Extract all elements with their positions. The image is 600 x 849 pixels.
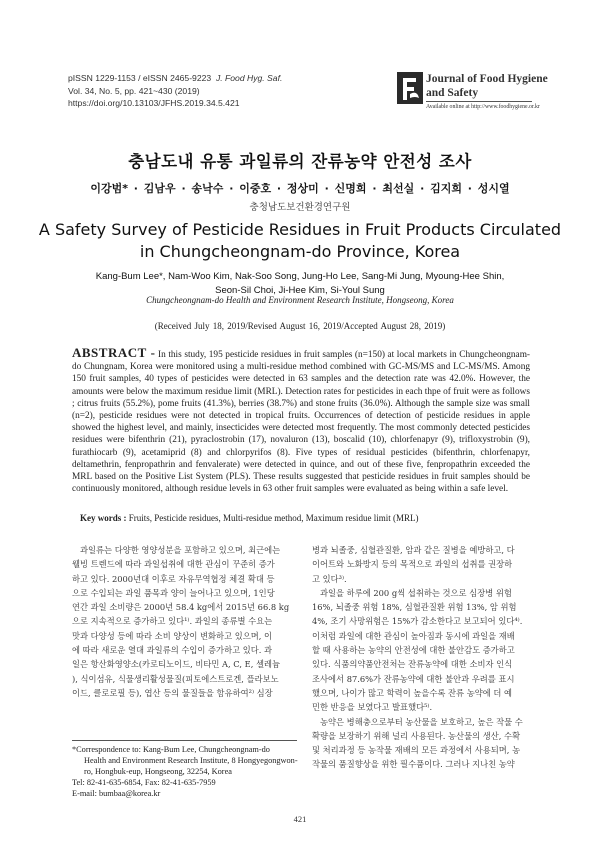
footnote-line: *Correspondence to: Kang-Bum Lee, Chungcheongnam-do (72, 745, 270, 754)
body-line: 있다. 식품의약품안전처는 잔류농약에 대한 소비자 인식 (312, 659, 513, 670)
keywords (80, 513, 530, 523)
body-line: 농약은 병해충으로부터 농산물을 보호하고, 높은 작물 수 (320, 716, 523, 727)
volume-line: Vol. 34, No. 5, pp. 421~430 (2019) (68, 85, 200, 96)
body-line: ), 식이섬유, 식물생리활성물질(피토에스트로겐, 플라보노 (72, 673, 279, 684)
body-line: 일은 항산화영양소(카로티노이드, 비타민 A, C, E, 셀레늄 (72, 659, 281, 670)
footnote-line: Health and Environment Research Institute, 8 Hongyegongwon- (84, 756, 298, 765)
body-column-left (72, 543, 292, 700)
body-line: 하고 있다. 2000년대 이후로 자유무역협정 체결 확대 등 (72, 573, 275, 584)
journal-divider (426, 101, 532, 102)
body-line: 웰빙 트렌드에 따라 과일섭취에 대한 관심이 꾸준히 증가 (72, 559, 275, 570)
body-line: 확량을 보장하기 위해 널리 사용된다. 농산물의 생산, 수확 (312, 730, 521, 741)
journal-name-line-2: and Safety (426, 86, 479, 99)
journal-name (426, 73, 548, 100)
english-title (0, 219, 600, 263)
body-column-right (312, 543, 532, 772)
issn-line: pISSN 1229-1153 / eISSN 2465-9223 (68, 73, 212, 83)
abstract (72, 347, 530, 495)
korean-institute: 충청남도보건환경연구원 (249, 202, 351, 213)
body-line: 이드, 클로로필 등), 엽산 등의 물질들을 함유하여²⁾ 심장 (72, 687, 273, 698)
english-title-line-1: A Safety Survey of Pesticide Residues in Fruit Products Circulated (38, 220, 562, 239)
body-line: 과일류는 다양한 영양성분을 포함하고 있으며, 최근에는 (80, 545, 281, 555)
english-institute: Chungcheongnam-do Health and Environment Research Institute, Hongseong, Korea (146, 295, 454, 305)
body-line: 이어트와 노화방지 등의 목적으로 과일의 섭취를 권장하 (312, 559, 513, 570)
body-line: 민한 반응을 보였다고 발표했다⁵⁾. (312, 702, 433, 713)
body-line: 맛과 다양성 등에 따라 소비 양상이 변화하고 있으며, 이 (72, 630, 273, 641)
body-line: 과일을 하루에 200 g씩 섭취하는 것으로 심장병 위험 (320, 587, 512, 598)
abstract-heading: ABSTRACT - (72, 345, 156, 360)
korean-authors: 이강범* · 김남우 · 송낙수 · 이중호 · 정상미 · 신명희 · 최선실 · 김지희 · 성시열 (90, 182, 510, 195)
page-number: 421 (293, 814, 307, 824)
journal-meta (68, 72, 282, 110)
body-line: 16%, 뇌졸중 위험 18%, 심혈관질환 위험 13%, 암 위험 (312, 602, 517, 613)
correspondence-footnote (72, 744, 302, 799)
body-line: 병과 뇌졸중, 심혈관질환, 암과 같은 질병을 예방하고, 다 (312, 545, 515, 555)
english-title-line-2: in Chungcheongnam-do Province, Korea (139, 242, 461, 261)
body-line: 했으며, 나이가 많고 학력이 높을수록 잔류 농약에 더 예 (312, 687, 513, 698)
received-dates: (Received July 18, 2019/Revised August 16, 2019/Accepted August 28, 2019) (154, 321, 446, 331)
body-line: 이처럼 과일에 대한 관심이 높아짐과 동시에 과일을 재배 (312, 630, 515, 641)
english-authors-line-2: Seon-Sil Choi, Ji-Hee Kim, Si-Youl Sung (215, 284, 385, 296)
body-line: 으로 지속적으로 증가하고 있다¹⁾. 과일의 종류별 수요는 (72, 616, 273, 627)
english-authors (0, 270, 600, 297)
body-line: 할 때 사용하는 농약의 안전성에 대한 불안감도 증가하고 (312, 645, 515, 656)
korean-title: 충남도내 유통 과일류의 잔류농약 안전성 조사 (128, 152, 472, 171)
body-line: 조사에서 87.6%가 잔류농약에 대한 불안과 우려를 표시 (312, 673, 515, 684)
journal-logo-icon (397, 70, 423, 106)
body-line: 및 처리과정 등 농작물 재배의 모든 과정에서 사용되며, 농 (312, 745, 521, 756)
footnote-divider (72, 740, 297, 741)
body-line: 으로 수입되는 과일 품목과 양이 늘어나고 있으며, 1인당 (72, 587, 275, 598)
keywords-label: Key words : (80, 513, 127, 523)
footnote-line: ro, Hongbuk-eup, Hongseong, 32254, Korea (84, 767, 232, 776)
journal-name-line-1: Journal of Food Hygiene (426, 73, 548, 85)
body-line: 고 있다³⁾. (312, 573, 347, 584)
doi-link[interactable]: https://doi.org/10.13103/JFHS.2019.34.5.421 (68, 98, 240, 108)
body-line: 4%, 조기 사망위험은 15%가 감소한다고 보고되어 있다⁴⁾. (312, 616, 523, 627)
footnote-line: Tel: 82-41-635-6854, Fax: 82-41-635-7959 (72, 778, 216, 787)
body-line: 에 따라 새로운 열대 과일류의 수입이 증가하고 있다. 과 (72, 645, 273, 656)
footnote-email[interactable]: E-mail: bumbaa@korea.kr (72, 789, 161, 798)
keywords-text: Fruits, Pesticide residues, Multi-residue method, Maximum residue limit (MRL) (128, 513, 419, 523)
body-line: 작물의 품질향상을 위한 필수품이다. 그러나 지나친 농약 (312, 759, 515, 770)
abstract-text: In this study, 195 pesticide residues in fruit samples (n=150) at local markets in Chungcheongnam-do Chungnam, Korea were monitored using a multi-residue method combined with GC-MS/MS and LC-MS/MS. Among 150 fruit samples, 40 types of pesticides were detected in 63 samples and the detection rate was 42.0%. However, the amounts were below the maximum residue limit (MRL). Detection rates for pesticides in each thpe of fruit were as follows ; citrus fruits (55.2%), pome fruits (41.3%), berries (38.7%) and stone fruits (36.0%). Although the sample size was small (n=2), pesticide residues were not detected in tropical fruits. Occurrences of detection of pesticide residues in apple showed the highest level, and mainly, insecticides were detected most frequently. The most commonly detected pesticides residues were bifenthrin (21), pyraclostrobin (17), novaluron (13), boscalid (10), chlorfenapyr (9), trifloxystrobin (9), furathiocarb (9), acetamiprid (8) and chlorpyrifos (8). Five types of residual pesticides (bifenthrin, chlorfenapyr, deltamethrin, fenpropathrin and fenvalerate) were detected in quince, and out of these five, fenpropathrin exceeded the MRL based on the Positive List System (PLS). These results suggested that pesticide residues in fruit samples should be continuously monitored, although residue levels in 63 other fruit samples were evaluated as being within a safe level. (72, 350, 531, 495)
journal-abbrev: J. Food Hyg. Saf. (215, 73, 283, 83)
available-online[interactable]: Available online at http://www.foodhygiene.or.kr (426, 104, 540, 110)
body-line: 연간 과일 소비량은 2000년 58.4 kg에서 2015년 66.8 kg (72, 602, 290, 613)
english-authors-line-1: Kang-Bum Lee*, Nam-Woo Kim, Nak-Soo Song, Jung-Ho Lee, Sang-Mi Jung, Myoung-Hee Shin, (95, 271, 505, 282)
